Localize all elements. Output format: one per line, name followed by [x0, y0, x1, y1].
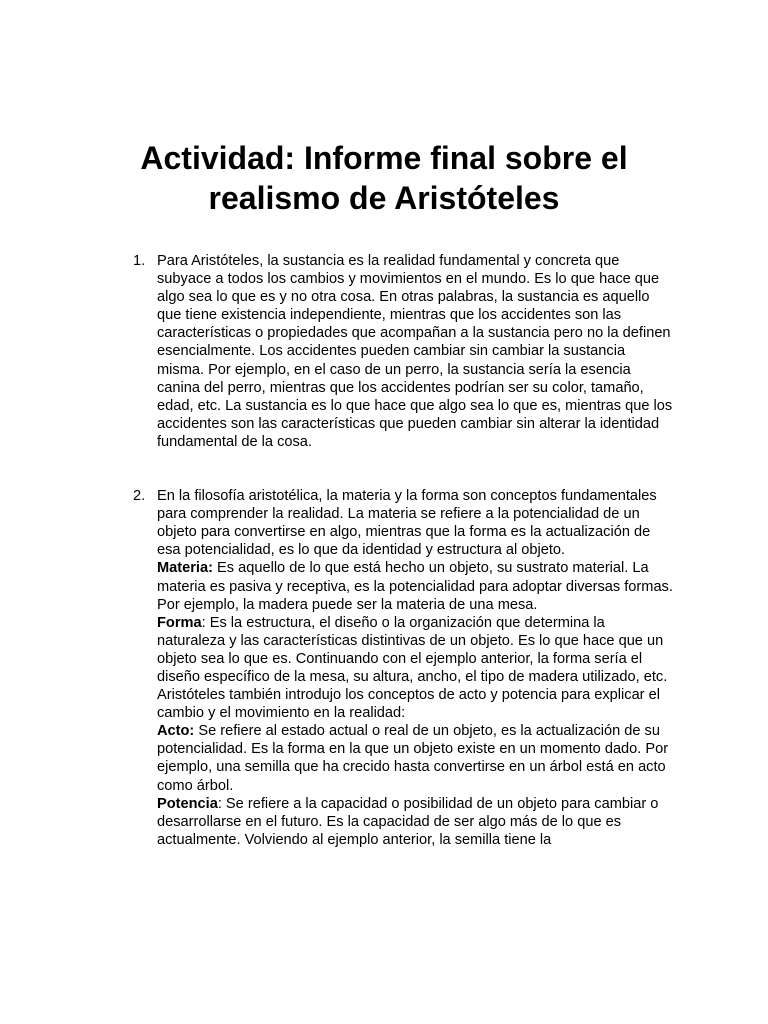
paragraph-text: Para Aristóteles, la sustancia es la realidad fundamental y concreta que subyace a todos los cambios y movimientos en el mundo. Es lo que hace que algo sea lo que es y no otra cosa. En otras palabras, la sustancia es aquello que tiene existencia independiente, mientras que los accidentes son las características o propiedades que acompañan a la sustancia pero no la definen esencialmente. Los accidentes pueden cambiar sin cambiar la sustancia misma. Por ejemplo, en el caso de un perro, la sustancia sería la esencia canina del perro, mientras que los accidentes podrían ser su color, tamaño, edad, etc. La sustancia es lo que hace que algo sea lo que es, mientras que los accidentes son las características que pueden cambiar sin alterar la identidad fundamental de la cosa.	[157, 253, 673, 450]
title-line-2: realismo de Aristóteles	[208, 180, 560, 216]
list-number: 2.	[133, 488, 146, 505]
paragraph-text: En la filosofía aristotélica, la materia y la forma son conceptos fundamentales para comprender la realidad. La materia se refiere a la potencialidad de un objeto para convertirse en algo, mientras que la forma es la actualización de esa potencialidad, es lo que da identidad y estructura al objeto.	[157, 488, 657, 559]
list-number: 1.	[133, 253, 146, 269]
list-item-body	[157, 252, 673, 451]
term-potencia: Potencia	[157, 795, 218, 812]
paragraph-text: Aristóteles también introdujo los conceptos de acto y potencia para explicar el cambio y el movimiento en la realidad:	[157, 687, 660, 722]
term-materia: Materia:	[157, 560, 213, 577]
paragraph-materia-forma-intro	[157, 487, 673, 559]
paragraph-acto-potencia-intro	[157, 686, 673, 722]
list-item-1	[133, 252, 673, 451]
paragraph-text: : Es la estructura, el diseño o la organización que determina la naturaleza y las características distintivas de un objeto. Es lo que hace que un objeto sea lo que es. Continuando con el ejemplo anterior, la forma sería el diseño específico de la mesa, su altura, ancho, el tipo de madera utilizado, etc.	[157, 614, 668, 685]
paragraph-text: Es aquello de lo que está hecho un objeto, su sustrato material. La materia es pasiva y receptiva, es la potencialidad para adoptar diversas formas. Por ejemplo, la madera puede ser la materia de una mesa.	[157, 560, 673, 613]
paragraph-potencia	[157, 795, 673, 849]
paragraph-text: Se refiere al estado actual o real de un objeto, es la actualización de su potencialidad. Es la forma en la que un objeto existe en un momento dado. Por ejemplo, una semilla que ha crecido hasta convertirse en un árbol está en acto como árbol.	[157, 723, 669, 794]
list-item-2	[133, 487, 673, 849]
paragraph-forma	[157, 614, 673, 686]
term-acto: Acto:	[157, 723, 195, 740]
paragraph-text: : Se refiere a la capacidad o posibilidad de un objeto para cambiar o desarrollarse en el futuro. Es la capacidad de ser algo más de lo que es actualmente. Volviendo al ejemplo anterior, la semilla tiene la	[157, 795, 659, 848]
term-forma: Forma	[157, 614, 202, 631]
paragraph-sustancia	[157, 252, 673, 451]
paragraph-materia	[157, 559, 673, 613]
list-item-body	[157, 487, 673, 849]
paragraph-acto	[157, 722, 673, 794]
numbered-list	[133, 252, 673, 849]
document-title	[100, 138, 668, 218]
title-line-1: Actividad: Informe final sobre el	[140, 140, 628, 176]
